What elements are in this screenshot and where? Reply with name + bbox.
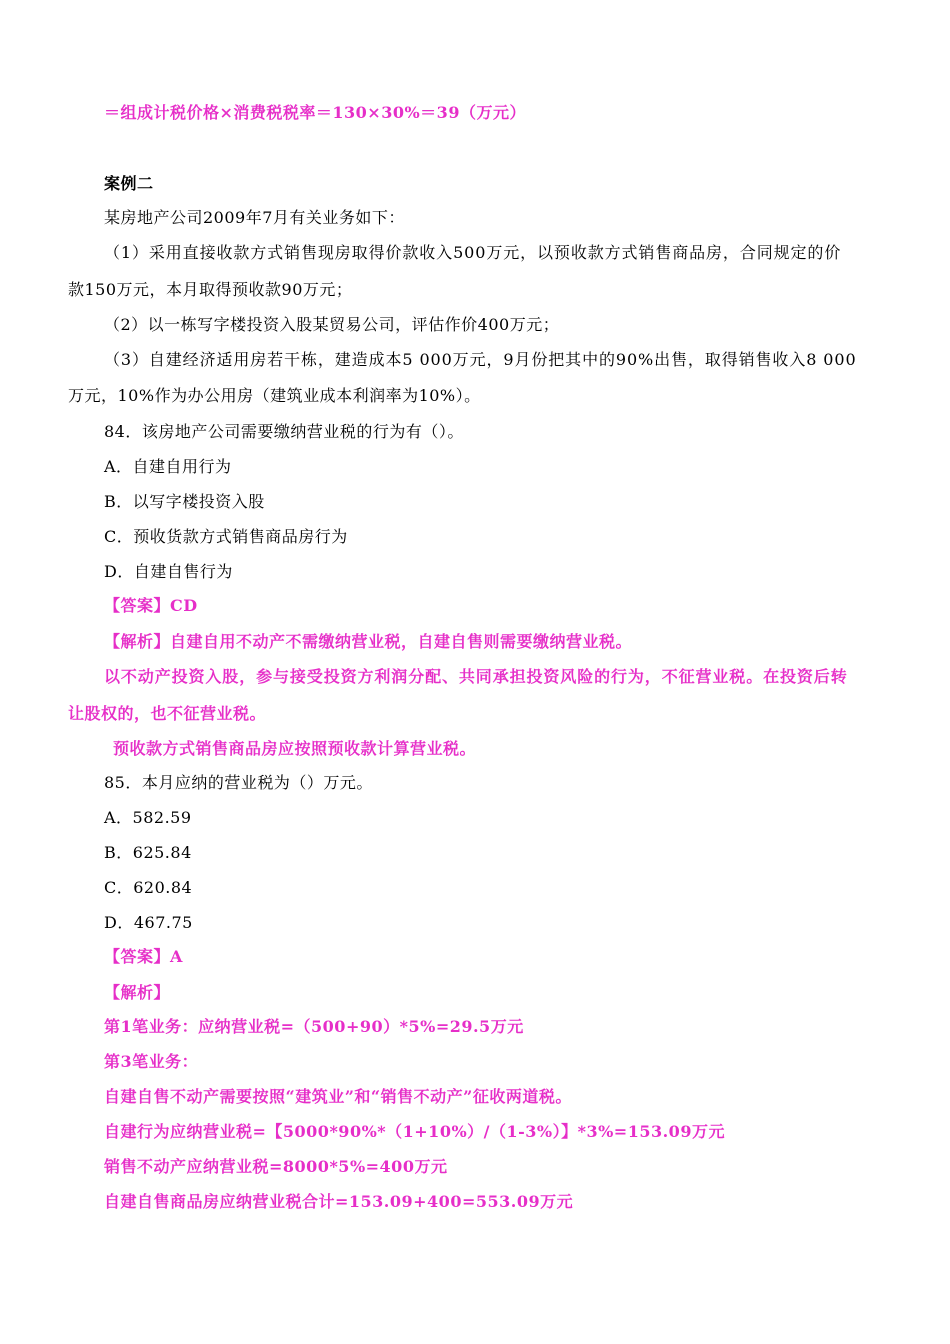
case-item-1-line-1: （1）采用直接收款方式销售现房取得价款收入500万元，以预收款方式销售商品房，合同规定的价 bbox=[104, 243, 842, 262]
q85-analysis-line: 销售不动产应纳营业税=8000*5%=400万元 bbox=[104, 1157, 448, 1176]
case-item-3-line-1: （3）自建经济适用房若干栋，建造成本5 000万元，9月份把其中的90%出售，取得销售收入8 000 bbox=[104, 350, 857, 369]
q85-option-a: A．582.59 bbox=[104, 808, 192, 827]
q84-option-b: B．以写字楼投资入股 bbox=[104, 492, 265, 511]
q85-option-d: D．467.75 bbox=[104, 913, 193, 932]
q84-analysis-2-line-2: 让股权的，也不征营业税。 bbox=[68, 704, 267, 723]
q85-option-b: B．625.84 bbox=[104, 843, 192, 862]
q85-analysis-line: 自建自售商品房应纳营业税合计=153.09+400=553.09万元 bbox=[104, 1192, 574, 1211]
case-intro: 某房地产公司2009年7月有关业务如下： bbox=[104, 208, 405, 227]
q84-option-a: A．自建自用行为 bbox=[104, 457, 232, 476]
q85-analysis-line: 自建行为应纳营业税=【5000*90%*（1+10%）/（1-3%）】*3%=153.09万元 bbox=[104, 1122, 725, 1141]
q85-analysis-line: 第3笔业务： bbox=[104, 1052, 199, 1071]
q85-analysis-line: 第1笔业务：应纳营业税=（500+90）*5%=29.5万元 bbox=[104, 1017, 524, 1036]
q84-analysis-2-line-1: 以不动产投资入股，参与接受投资方利润分配、共同承担投资风险的行为，不征营业税。在投资后转 bbox=[104, 667, 848, 686]
question-84: 84．该房地产公司需要缴纳营业税的行为有（）。 bbox=[104, 422, 464, 441]
case-title: 案例二 bbox=[104, 174, 154, 193]
q84-option-d: D．自建自售行为 bbox=[104, 562, 233, 581]
q84-analysis-1: 【解析】自建自用不动产不需缴纳营业税，自建自售则需要缴纳营业税。 bbox=[104, 632, 633, 651]
q85-analysis-line: 自建自售不动产需要按照“建筑业”和“销售不动产”征收两道税。 bbox=[104, 1087, 572, 1106]
q84-option-c: C．预收货款方式销售商品房行为 bbox=[104, 527, 348, 546]
q85-analysis-title: 【解析】 bbox=[104, 983, 171, 1002]
q84-analysis-3: 预收款方式销售商品房应按照预收款计算营业税。 bbox=[113, 739, 477, 758]
q85-option-c: C．620.84 bbox=[104, 878, 193, 897]
q84-answer: 【答案】CD bbox=[104, 596, 198, 615]
q85-answer: 【答案】A bbox=[104, 947, 183, 966]
case-item-2: （2）以一栋写字楼投资入股某贸易公司，评估作价400万元； bbox=[104, 315, 560, 334]
case-item-1-line-2: 款150万元，本月取得预收款90万元； bbox=[68, 280, 353, 299]
question-85: 85．本月应纳的营业税为（）万元。 bbox=[104, 773, 373, 792]
top-formula: ＝组成计税价格×消费税税率＝130×30%＝39（万元） bbox=[104, 103, 526, 122]
case-item-3-line-2: 万元，10%作为办公用房（建筑业成本利润率为10%）。 bbox=[68, 386, 481, 405]
